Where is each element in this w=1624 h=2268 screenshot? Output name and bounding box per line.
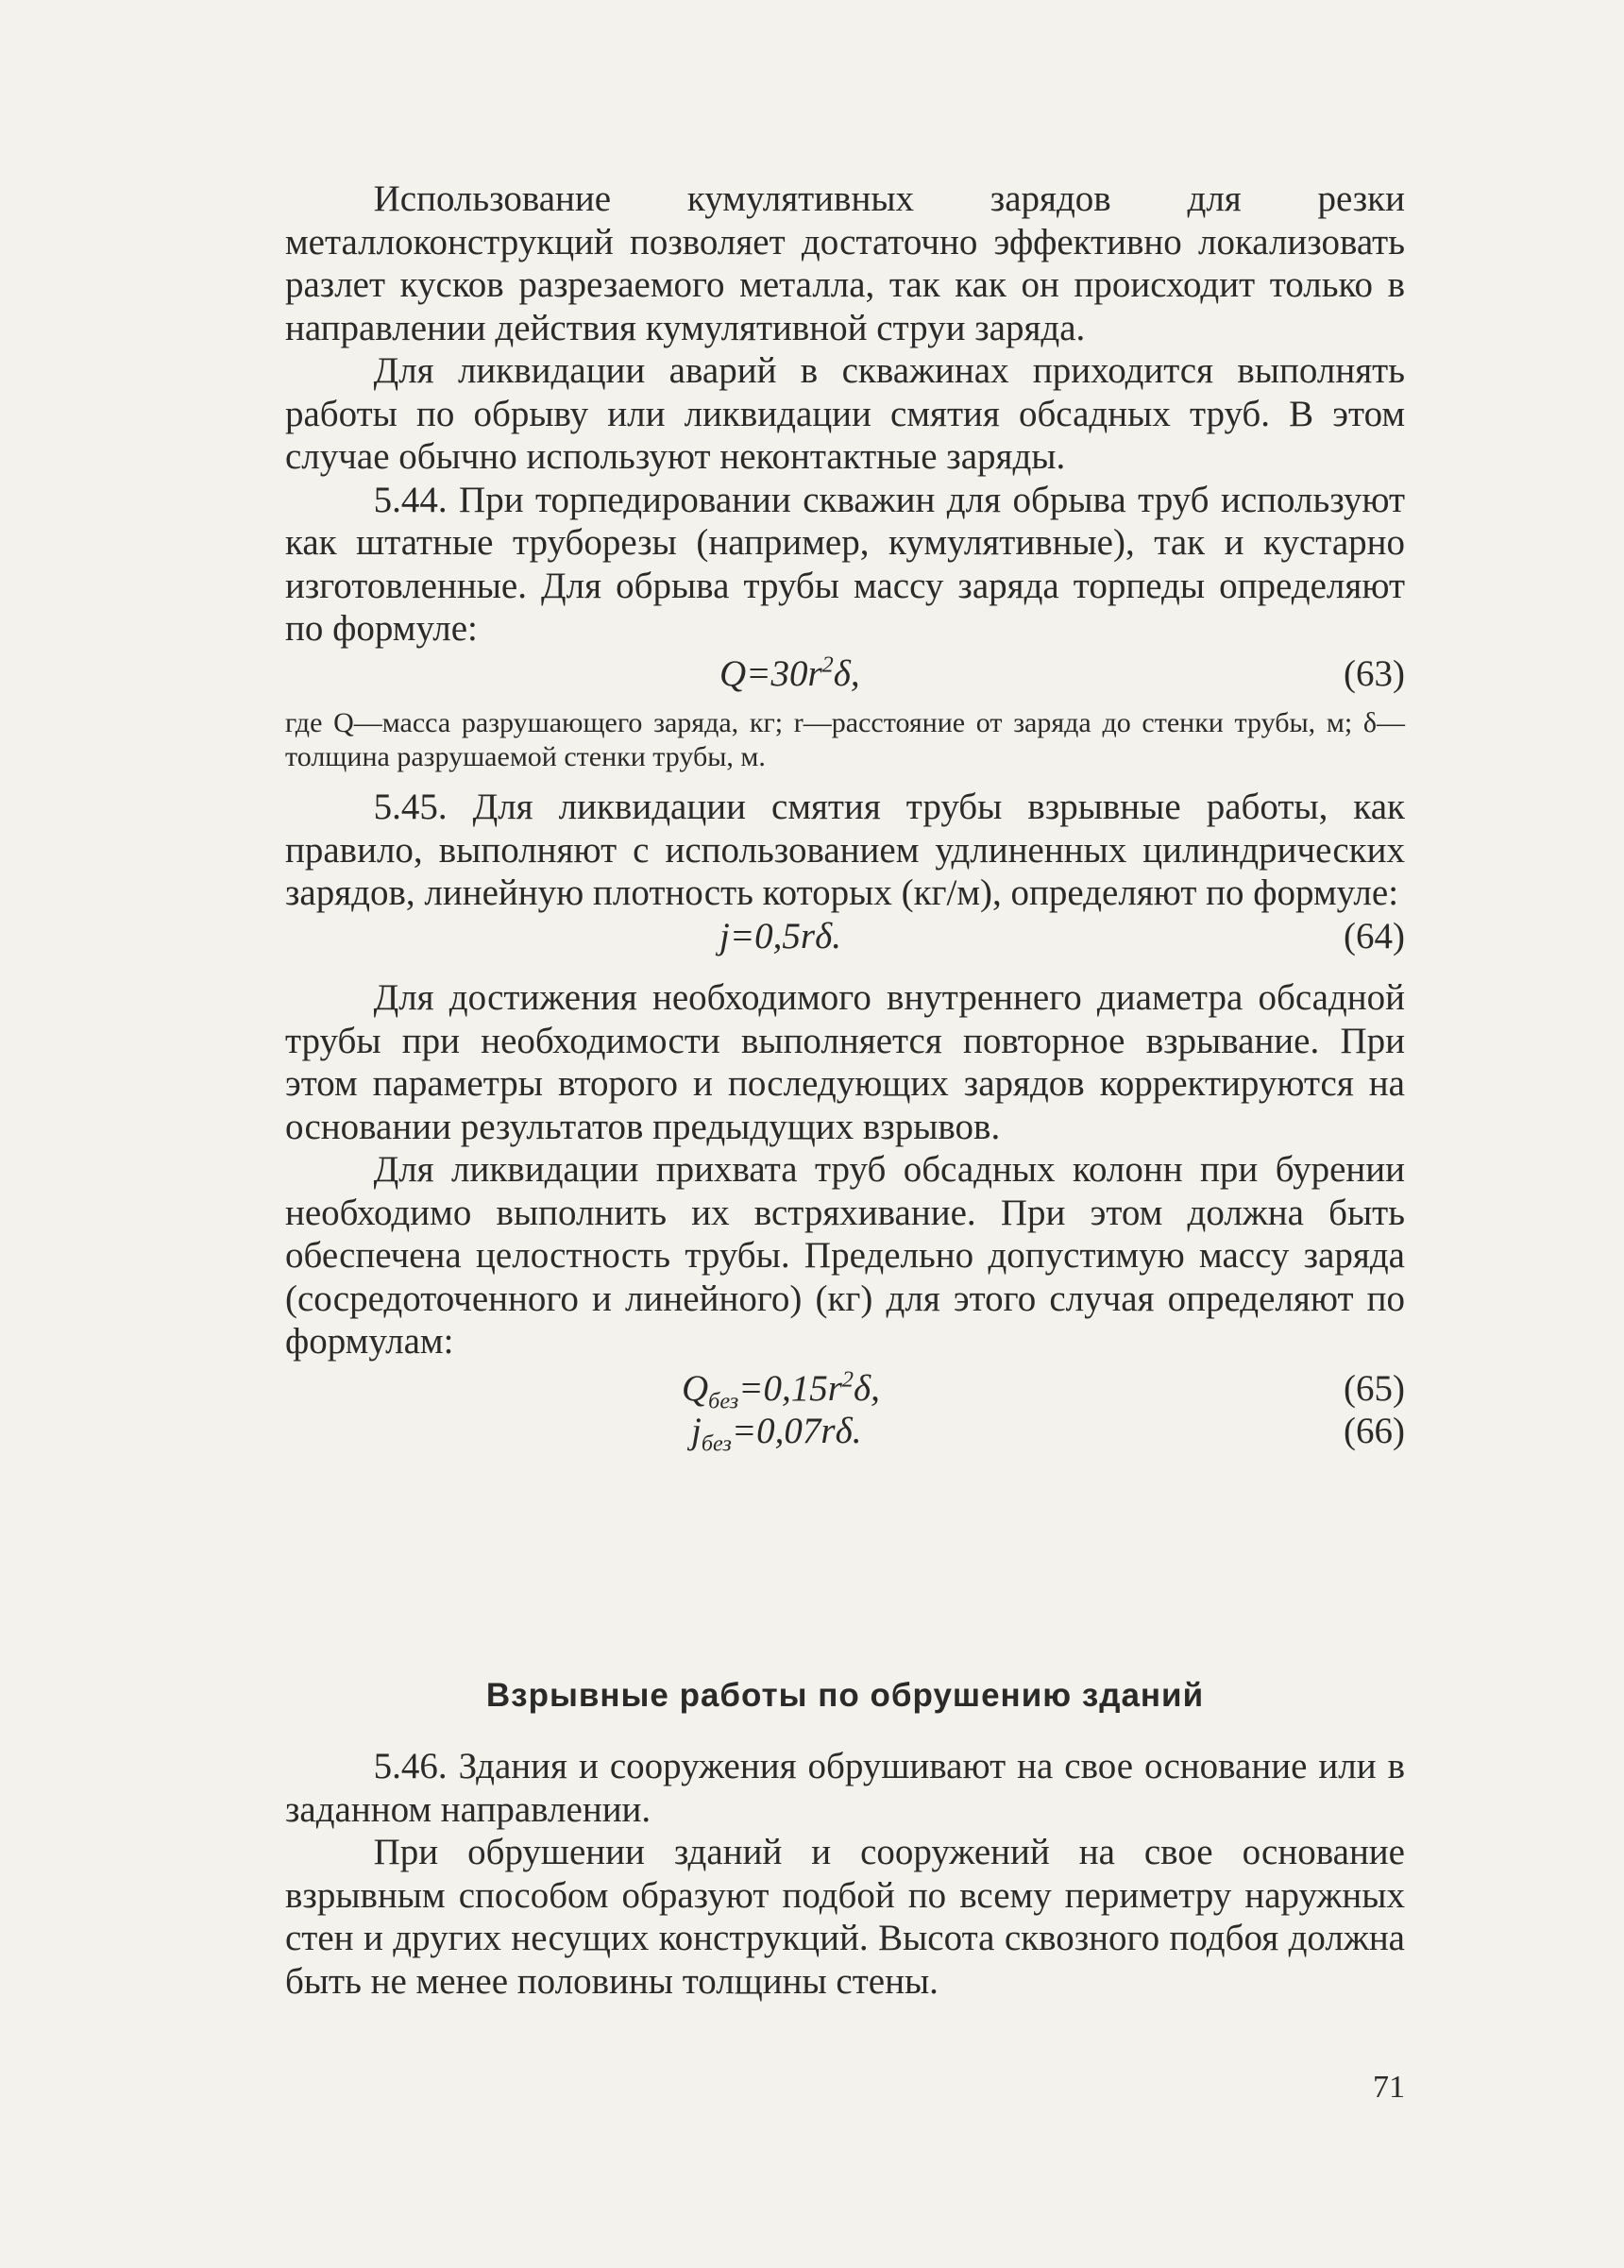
equation-number-65: (65) bbox=[1344, 1367, 1405, 1409]
text-section-bottom bbox=[285, 1745, 1405, 2003]
paragraph-well-accidents: Для ликвидации аварий в скважинах приходится выполнять работы по обрыву или ликвидации смятия обсадных труб. В этом случае обычно используют неконтактные заряды. bbox=[285, 350, 1405, 477]
formula-65: $Q_{без}=0,15r^2\delta$, bbox=[682, 1366, 880, 1413]
paragraph-cumulative-charges: Использование кумулятивных зарядов для резки металлоконструкций позволяет достаточно эффективно локализовать разлет кусков разрезаемого металла, так как он происходит только в направлении действия кумулятивной струи заряда. bbox=[285, 178, 1405, 348]
text-section-top bbox=[285, 178, 1405, 1457]
section-heading: Взрывные работы по обрушению зданий bbox=[485, 1677, 1205, 1714]
equation-number-63: (63) bbox=[1344, 652, 1405, 694]
paragraph-repeat-blasting: Для достижения необходимого внутреннего диаметра обсадной трубы при необходимости выполняется повторное взрывание. При этом параметры второго и последующих зарядов корректируются на основании результатов предыдущих взрывов. bbox=[285, 977, 1405, 1147]
formula-63-legend: где Q—масса разрушающего заряда, кг; r—расстояние от заряда до стенки трубы, м; δ—толщина разрушаемой стенки трубы, м. bbox=[285, 707, 1405, 772]
formula-65-row bbox=[285, 1367, 1405, 1411]
formula-66-row bbox=[285, 1410, 1405, 1457]
equation-number-64: (64) bbox=[1344, 915, 1405, 956]
formula-63-row bbox=[285, 652, 1405, 696]
paragraph-5-46: 5.46. Здания и сооружения обрушивают на свое основание или в заданном направлении. bbox=[285, 1746, 1405, 1830]
formula-64: j=0,5rδ. bbox=[719, 915, 841, 956]
paragraph-5-44: 5.44. При торпедировании скважин для обрыва труб используют как штатные труборезы (например, кумулятивные), так и кустарно изготовленные. Для обрыва трубы массу заряда торпеды определяют по формуле: bbox=[285, 479, 1405, 649]
paragraph-collapse-method: При обрушении зданий и сооружений на свое основание взрывным способом образуют подбой по всему периметру наружных стен и других несущих конструкций. Высота сквозного подбоя должна быть не менее половины толщины стены. bbox=[285, 1832, 1405, 2002]
formula-63: $Q=30r^2\delta$, bbox=[719, 652, 860, 694]
paragraph-pipe-sticking: Для ликвидации прихвата труб обсадных колонн при бурении необходимо выполнить их встряхивание. При этом должна быть обеспечена целостность трубы. Предельно допустимую массу заряда (сосредоточенного и линейного) (кг) для этого случая определяют по формулам: bbox=[285, 1149, 1405, 1362]
page-number: 71 bbox=[1373, 2070, 1405, 2105]
formula-64-row bbox=[285, 915, 1405, 958]
formula-66: $j_{без}=0,07r\delta$. bbox=[691, 1411, 862, 1457]
paragraph-5-45: 5.45. Для ликвидации смятия трубы взрывные работы, как правило, выполняют с использованием удлиненных цилиндрических зарядов, линейную плотность которых (кг/м), определяют по формуле: bbox=[285, 787, 1405, 913]
equation-number-66: (66) bbox=[1344, 1411, 1405, 1451]
